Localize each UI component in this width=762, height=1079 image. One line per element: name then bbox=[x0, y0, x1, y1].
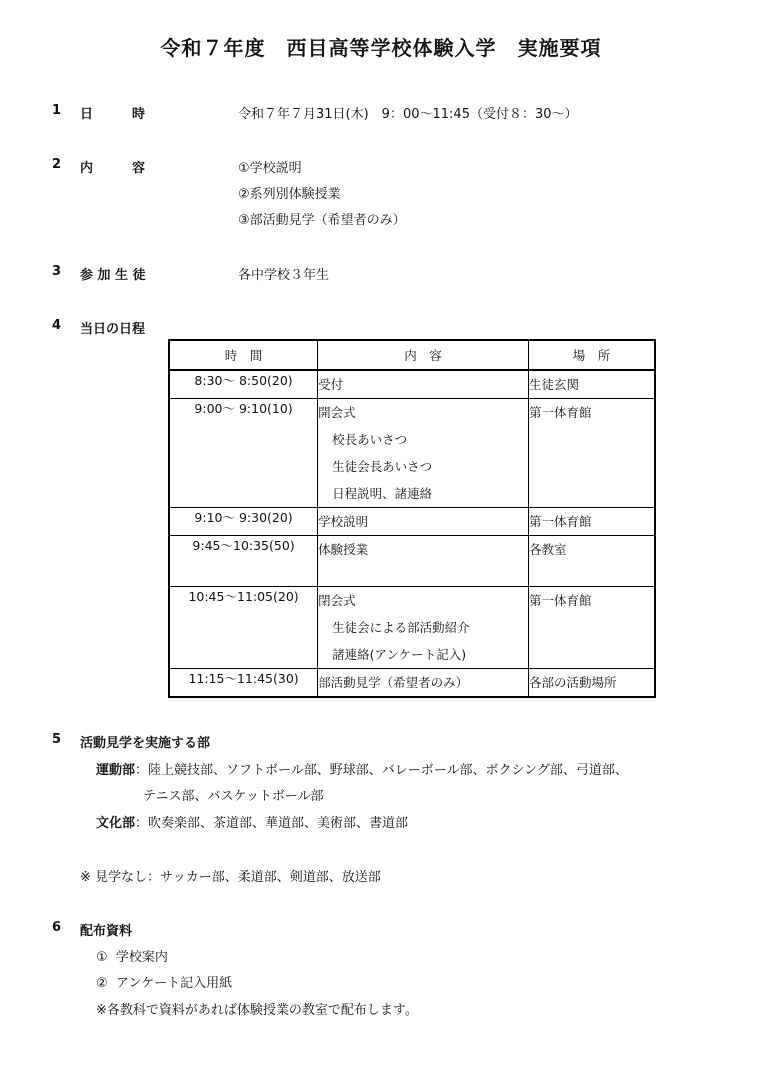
table-row bbox=[169, 536, 655, 587]
material-note: ※各教科で資料があれば体験授業の教室で配布します。 bbox=[96, 1003, 418, 1018]
row-place-text: 生徒玄関 bbox=[528, 377, 579, 392]
section-4-number: 4 bbox=[52, 318, 62, 333]
no-visit-note: ※ 見学なし：サッカー部、柔道部、剣道部、放送部 bbox=[80, 870, 381, 885]
page-title: 令和７年度 西目高等学校体験入学 実施要項 bbox=[160, 36, 602, 60]
section-2-item: ③部活動見学（希望者のみ） bbox=[238, 213, 406, 228]
row-content-line: 学校説明 bbox=[318, 514, 369, 529]
table-row bbox=[169, 508, 655, 536]
section-5-heading: 活動見学を実施する部 bbox=[80, 736, 211, 751]
row-place bbox=[528, 669, 655, 698]
row-place bbox=[528, 399, 655, 508]
row-content-line: 諸連絡(アンケート記入) bbox=[332, 647, 467, 662]
row-time: 8:30～ 8:50(20) bbox=[169, 370, 318, 399]
sports-clubs-list: ：陸上競技部、ソフトボール部、野球部、バレーボール部、ボクシング部、弓道部、 bbox=[135, 763, 628, 778]
table-row bbox=[169, 399, 655, 508]
table-row bbox=[169, 587, 655, 669]
row-place bbox=[528, 370, 655, 399]
row-content-line: 日程説明、諸連絡 bbox=[332, 486, 433, 501]
row-content bbox=[318, 399, 529, 508]
row-time: 9:00～ 9:10(10) bbox=[169, 399, 318, 508]
sports-clubs-label: 運動部 bbox=[96, 763, 136, 778]
material-item: ① 学校案内 bbox=[96, 950, 168, 965]
row-place bbox=[528, 508, 655, 536]
row-content bbox=[318, 370, 529, 399]
table-row bbox=[169, 669, 655, 698]
section-3-number: 3 bbox=[52, 264, 62, 279]
culture-clubs-line bbox=[96, 812, 408, 831]
section-6-number: 6 bbox=[52, 920, 62, 935]
row-content-line: 閉会式 bbox=[318, 593, 356, 608]
section-1-heading: 日 時 bbox=[80, 107, 146, 122]
row-content-line: 受付 bbox=[318, 377, 344, 392]
schedule-header-row bbox=[169, 340, 655, 370]
row-time: 10:45～11:05(20) bbox=[169, 587, 318, 669]
row-content bbox=[318, 536, 529, 587]
schedule-table bbox=[168, 339, 656, 698]
culture-clubs-list: ：吹奏楽部、茶道部、華道部、美術部、書道部 bbox=[135, 816, 409, 831]
place-header: 場 所 bbox=[528, 340, 655, 370]
row-content-line: 部活動見学（希望者のみ） bbox=[318, 675, 469, 690]
section-2-number: 2 bbox=[52, 157, 62, 172]
row-place-text: 第一体育館 bbox=[528, 405, 592, 420]
row-place-text: 各部の活動場所 bbox=[528, 675, 617, 690]
row-time: 9:10～ 9:30(20) bbox=[169, 508, 318, 536]
time-header: 時 間 bbox=[169, 340, 318, 370]
row-place-text: 第一体育館 bbox=[528, 593, 592, 608]
section-5-number: 5 bbox=[52, 732, 62, 747]
section-2-item: ①学校説明 bbox=[238, 161, 302, 176]
material-item: ② アンケート記入用紙 bbox=[96, 976, 233, 991]
row-content-line: 校長あいさつ bbox=[332, 432, 408, 447]
row-place bbox=[528, 587, 655, 669]
row-content-line: 生徒会による部活動紹介 bbox=[332, 620, 470, 635]
sports-clubs-continued: テニス部、バスケットボール部 bbox=[143, 789, 324, 804]
section-3-heading: 参 加 生 徒 bbox=[80, 268, 146, 283]
sports-clubs-line bbox=[96, 759, 628, 778]
row-content bbox=[318, 587, 529, 669]
row-time: 11:15～11:45(30) bbox=[169, 669, 318, 698]
row-content bbox=[318, 669, 529, 698]
section-4-heading: 当日の日程 bbox=[80, 322, 146, 337]
section-1-value: 令和７年７月31日(木) 9：00～11:45（受付８：30～） bbox=[238, 107, 578, 122]
section-2-heading: 内 容 bbox=[80, 161, 146, 176]
row-place-text: 各教室 bbox=[528, 542, 567, 557]
content-header: 内 容 bbox=[318, 340, 529, 370]
section-2-item: ②系列別体験授業 bbox=[238, 187, 341, 202]
row-time: 9:45～10:35(50) bbox=[169, 536, 318, 587]
row-content-line: 開会式 bbox=[318, 405, 356, 420]
table-row bbox=[169, 370, 655, 399]
row-place bbox=[528, 536, 655, 587]
row-content-line: 体験授業 bbox=[318, 542, 369, 557]
section-6-heading: 配布資料 bbox=[80, 924, 133, 939]
row-place-text: 第一体育館 bbox=[528, 514, 592, 529]
row-content-line: 生徒会長あいさつ bbox=[332, 459, 433, 474]
section-1-number: 1 bbox=[52, 103, 62, 118]
culture-clubs-label: 文化部 bbox=[96, 816, 136, 831]
row-content bbox=[318, 508, 529, 536]
section-3-value: 各中学校３年生 bbox=[238, 268, 330, 283]
